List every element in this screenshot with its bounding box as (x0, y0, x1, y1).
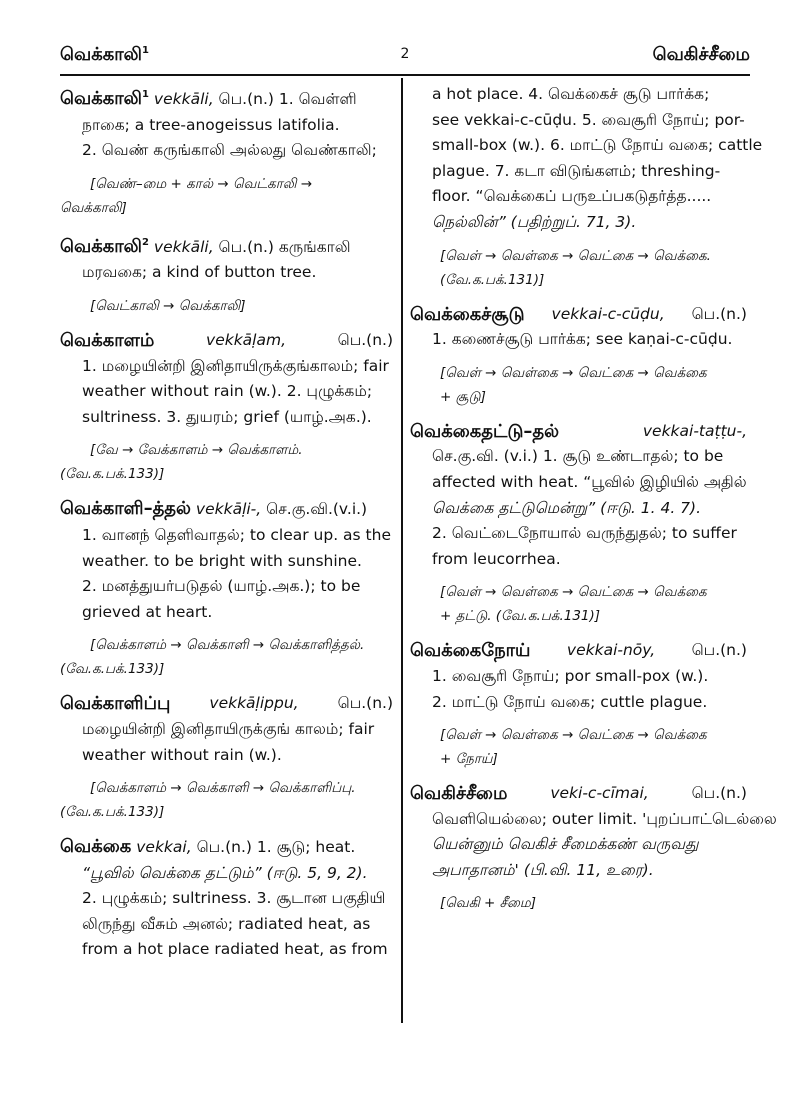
transliteration: veki-c-cīmai, (550, 784, 649, 803)
headword: வெக்கைதட்டு–தல் (410, 420, 560, 442)
header-guide-word-left: வெக்காலி$^1$ (60, 44, 149, 65)
headword: வெக்கைநோய் (410, 640, 531, 662)
transliteration: vekkāli, (153, 237, 214, 256)
entry-vekkai-c-cudu: வெக்கைச்சூடு vekkai-c-cūḍu, பெ.(n.) 1. கணைச்சூடு பார்க்க; see kaṇai-c-cūḍu. [வெள் → வெள்கை → வெட்கை → வெக்கை + சூடு] (410, 302, 747, 409)
part-of-speech: பெ.(n.) (691, 304, 747, 323)
part-of-speech: செ.கு.வி.(v.i.) (261, 500, 368, 519)
part-of-speech: பெ.(n.) (337, 694, 393, 713)
entry-vekkai: வெக்கை vekkai, பெ.(n.) 1. சூடு; heat. “பூவில் வெக்கை தட்டும்” (ஈடு. 5, 9, 2). 2. புழுக்கம்; sultriness. 3. சூடான பகுதியி லிருந்து வீசும் அனல்; radiated heat, as from a hot place radiated heat, as from (60, 836, 388, 959)
transliteration: vekkai-nōy, (566, 641, 656, 660)
entry-vekkai-noy: வெக்கைநோய் vekkai-nōy, பெ.(n.) 1. வைசூரி நோய்; por small-pox (w.). 2. மாட்டு நோய் வகை; cuttle plague. [வெள் → வெள்கை → வெட்கை → வெக்கை + நோய்] (410, 638, 747, 771)
part-of-speech: பெ.(n.) (691, 641, 747, 660)
headword: வெக்காளிப்பு (60, 693, 171, 715)
left-column (60, 82, 393, 963)
transliteration: vekkāḷi-, (195, 500, 262, 519)
transliteration: vekkai-c-cūḍu, (551, 304, 665, 323)
entry-vekic-cimai: வெகிச்சீமை veki-c-cīmai, பெ.(n.) வெளியெல்லை; outer limit. 'புறப்பாட்டெல்லை யென்னும் வெகிச் சீமைக்கண் வருவது அபாதானம்' (பி.வி. 11, உரை). [வெகி + சீமை] (410, 781, 747, 915)
etymology: [வெள் → வெள்கை → வெட்கை → வெக்கை + சூடு] (440, 364, 707, 405)
part-of-speech: பெ.(n.) (691, 784, 747, 803)
entry-vekkalam: வெக்காளம் vekkāḷam, பெ.(n.) 1. மழையின்றி இனிதாயிருக்குங்காலம்; fair weather without rain (w.). 2. புழுக்கம்; sultriness. 3. துயரம்; grief (யாழ்.அக.). [வே → வேக்காளம் → வெக்காளம். (வே.க.பக்.133)] (60, 328, 393, 486)
entry-vekkali-1: வெக்காலி$^1$ vekkāli, பெ.(n.) 1. வெள்ளி நாகை; a tree-anogeissus latifolia. 2. வெண் கருங்காலி அல்லது வெண்காலி; [வெண்–மை + கால் → வெட்காலி → வெக்காலி] (60, 82, 393, 220)
right-column (410, 82, 777, 925)
etymology: [வெள் → வெள்கை → வெட்கை → வெக்கை. (வே.க.பக்.131)] (440, 247, 711, 288)
column-divider (401, 78, 403, 1023)
header-guide-word-right: வெகிச்சீமை (652, 44, 750, 65)
transliteration: vekkai, (136, 838, 192, 857)
headword: வெக்கை (60, 836, 132, 858)
headword: வெகிச்சீமை (410, 783, 508, 805)
page-number: 2 (400, 46, 410, 62)
headword: வெக்காலி$^2$ (60, 235, 149, 257)
headword: வெக்காலி$^1$ (60, 88, 149, 109)
entry-vekkali-2: வெக்காலி$^2$ vekkāli, பெ.(n.) கருங்காலி மரவகை; a kind of button tree. [வெட்காலி → வெக்காலி] (60, 230, 393, 318)
transliteration: vekkāḷam, (206, 330, 287, 349)
etymology: [வெள் → வெள்கை → வெட்கை → வெக்கை + தட்டு. (வே.க.பக்.131)] (440, 584, 707, 625)
headword: வெக்காளம் (60, 329, 155, 351)
etymology: [வெண்–மை + கால் → வெட்காலி → வெக்காலி] (60, 175, 313, 216)
transliteration: vekkāḷippu, (209, 694, 299, 713)
etymology: [வெகி + சீமை] (440, 895, 537, 912)
etymology: [வெள் → வெள்கை → வெட்கை → வெக்கை + நோய்] (440, 727, 707, 768)
transliteration: vekkai-taṭṭu-, (642, 421, 747, 440)
etymology: [வெட்காலி → வெக்காலி] (90, 297, 246, 314)
transliteration: vekkāli, (153, 90, 214, 108)
entry-vekkai-continued: a hot place. 4. வெக்கைச் சூடு பார்க்க; see vekkai-c-cūḍu. 5. வைசூரி நோய்; por- small-box (w.). 6. மாட்டு நோய் வகை; cattle plague. 7. கடா விடுங்களம்; threshing- floor. “வெக்கைப் பருஉப்பகடுதர்த்த..... நெல்லின்” (பதிற்றுப். 71, 3). [வெள் → வெள்கை → வெட்கை → வெக்கை. (வே.க.பக்.131)] (410, 82, 747, 292)
headword: வெக்கைச்சூடு (410, 303, 525, 325)
etymology: [வெக்காளம் → வெக்காளி → வெக்காளிப்பு. (வே.க.பக்.133)] (60, 780, 356, 821)
entry-vekkali-ttal: வெக்காளி–த்தல் vekkāḷi-, செ.கு.வி.(v.i.) 1. வானந் தெளிவாதல்; to clear up. as the weather. to be bright with sunshine. 2. மனத்துயர்படுதல் (யாழ்.அக.); to be grieved at heart. [வெக்காளம் → வெக்காளி → வெக்காளித்தல். (வே.க.பக்.133)] (60, 496, 393, 681)
etymology: [வே → வேக்காளம் → வெக்காளம். (வே.க.பக்.133)] (60, 442, 303, 483)
part-of-speech: பெ.(n.) (337, 330, 393, 349)
headword: வெக்காளி–த்தல் (60, 498, 191, 520)
entry-vekkai-tattu-tal: வெக்கைதட்டு–தல் vekkai-taṭṭu-, செ.கு.வி. (v.i.) 1. சூடு உண்டாதல்; to be affected with heat. “பூவில் இழியில் அதில் வெக்கை தட்டுமென்று” (ஈடு. 1. 4. 7). 2. வெட்டைநோயால் வருந்துதல்; to suffer from leucorrhea. [வெள் → வெள்கை → வெட்கை → வெக்கை + தட்டு. (வே.க.பக்.131)] (410, 419, 747, 629)
etymology: [வெக்காளம் → வெக்காளி → வெக்காளித்தல். (வே.க.பக்.133)] (60, 637, 365, 678)
entry-vekkalippu: வெக்காளிப்பு vekkāḷippu, பெ.(n.) மழையின்றி இனிதாயிருக்குங் காலம்; fair weather without rain (w.). [வெக்காளம் → வெக்காளி → வெக்காளிப்பு. (வே.க.பக்.133)] (60, 691, 393, 824)
page-header (60, 44, 750, 76)
